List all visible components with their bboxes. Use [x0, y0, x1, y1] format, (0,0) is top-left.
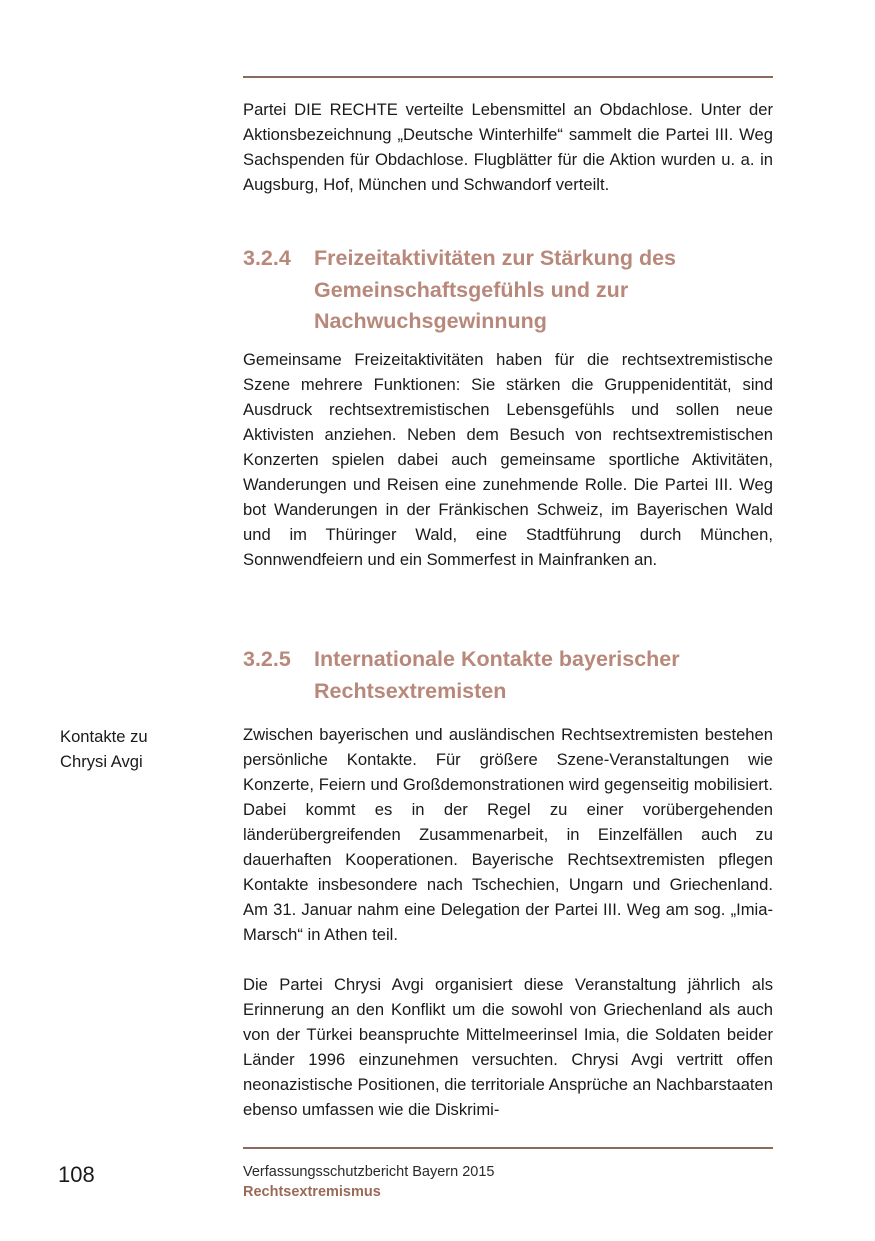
section-heading-3-2-5 [243, 644, 773, 707]
body-paragraph-chrysi-avgi: Die Partei Chrysi Avgi organisiert diese Veranstaltung jährlich als Erinnerung an den Konflikt um die sowohl von Griechenland als auch von der Türkei beanspruchte Mittelmeerinsel Imia, die Soldaten beider Länder 1996 einzunehmen versuchten. Chrysi Avgi vertritt offen neonazistische Positionen, die territoriale Ansprüche an Nachbarstaaten ebenso umfassen wie die Diskrimi- [243, 975, 773, 1119]
bottom-rule [243, 1147, 773, 1149]
page-number: 108 [58, 1162, 95, 1187]
intro-paragraph: Partei DIE RECHTE verteilte Lebensmittel an Obdachlose. Unter der Aktionsbezeichnung „Deutsche Winterhilfe“ sammelt die Partei III. Weg Sachspenden für Obdachlose. Flugblätter für die Aktion wurden u. a. in Augsburg, Hof, München und Schwandorf verteilt. [243, 100, 773, 194]
footer-section: Rechtsextremismus [243, 1184, 381, 1200]
body-paragraph-leisure: Gemeinsame Freizeitaktivitäten haben für die rechtsextremistische Szene mehrere Funktionen: Sie stärken die Gruppenidentität, sind Ausdruck rechtsextremistischen Lebensgefühls und sollen neue Aktivisten anziehen. Neben dem Besuch von rechtsextremistischen Konzerten spielen dabei auch gemeinsame sportliche Aktivitäten, Wanderungen und Reisen eine zunehmende Rolle. Die Partei III. Weg bot Wanderungen in der Fränkischen Schweiz, im Bayerischen Wald und im Thüringer Wald, eine Stadtführung durch München, Sonnwendfeiern und ein Sommerfest in Mainfranken an. [243, 350, 773, 569]
section-number: 3.2.5 [243, 647, 291, 671]
footer-publication: Verfassungsschutzbericht Bayern 2015 [243, 1164, 495, 1180]
body-paragraph-contacts: Zwischen bayerischen und ausländischen Rechtsextremisten bestehen persönliche Kontakte. Für größere Szene-Veranstaltungen wie Konzerte, Feiern und Großdemonstrationen wird gegenseitig mobilisiert. Dabei kommt es in der Regel zu einer vorübergehenden länderübergreifenden Zusammenarbeit, in Einzelfällen auch zu dauerhaften Kooperationen. Bayerische Rechtsextremisten pflegen Kontakte insbesondere nach Tschechien, Ungarn und Griechenland. Am 31. Januar nahm eine Delegation der Partei III. Weg am sog. „Imia-Marsch“ in Athen teil. [243, 725, 773, 944]
section-title: Internationale Kontakte bayerischer Rechtsextremisten [314, 647, 680, 703]
section-number: 3.2.4 [243, 246, 291, 270]
top-rule [243, 76, 773, 78]
margin-note: Kontakte zu Chrysi Avgi [60, 727, 148, 771]
section-heading-3-2-4 [243, 243, 773, 338]
section-title: Freizeitaktivitäten zur Stärkung des Gemeinschaftsgefühls und zur Nachwuchsgewinnung [314, 246, 677, 333]
